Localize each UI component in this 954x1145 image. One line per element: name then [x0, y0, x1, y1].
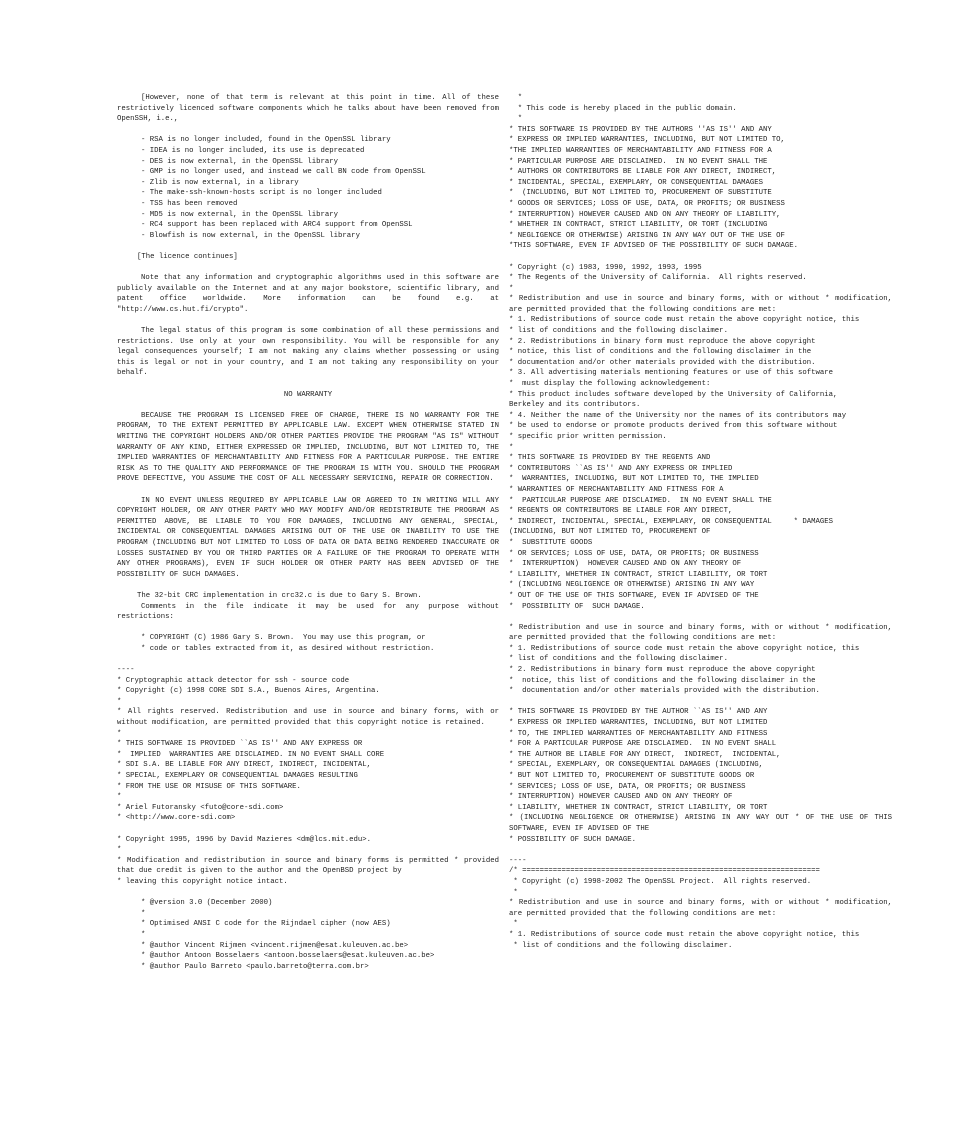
- code-line: * <http://www.core-sdi.com>: [117, 814, 236, 823]
- code-line: * FOR A PARTICULAR PURPOSE ARE DISCLAIMED. IN NO EVENT SHALL: [509, 740, 777, 749]
- code-line: * Optimised ANSI C code for the Rijndael cipher (now AES): [141, 920, 391, 929]
- intro-paragraph: [However, none of that term is relevant at this point in time. All of these restrictively licenced software components which he talks about have been removed from OpenSSH, i.e.,: [117, 94, 499, 124]
- code-line: * SPECIAL, EXEMPLARY, OR CONSEQUENTIAL DAMAGES (INCLUDING,: [509, 761, 763, 770]
- code-line: *: [509, 115, 523, 124]
- code-line: *: [509, 443, 514, 452]
- code-line: * FROM THE USE OR MISUSE OF THIS SOFTWARE.: [117, 782, 301, 791]
- code-line: * Copyright 1995, 1996 by David Mazieres <dm@lcs.mit.edu>.: [117, 835, 371, 844]
- list-item: - RC4 support has been replaced with ARC4 support from OpenSSL: [141, 221, 413, 230]
- code-line: * IMPLIED WARRANTIES ARE DISCLAIMED. IN NO EVENT SHALL CORE: [117, 750, 385, 759]
- code-line: * BUT NOT LIMITED TO, PROCUREMENT OF SUBSTITUTE GOODS OR: [509, 772, 755, 780]
- code-line: * WHETHER IN CONTRACT, STRICT LIABILITY, OR TORT (INCLUDING: [509, 221, 768, 230]
- list-item: - DES is now external, in the OpenSSL library: [141, 157, 339, 166]
- code-line: * SUBSTITUTE GOODS: [509, 538, 593, 547]
- code-line: * (INCLUDING NEGLIGENCE OR OTHERWISE) ARISING IN ANY WAY: [509, 581, 755, 590]
- rijndael-block: [117, 898, 499, 972]
- code-line: * OR SERVICES; LOSS OF USE, DATA, OR PROFITS; OR BUSINESS: [509, 549, 759, 558]
- removed-components-list: [117, 135, 499, 241]
- code-line: * INTERRUPTION) HOWEVER CAUSED AND ON ANY THEORY OF LIABILITY,: [509, 210, 781, 219]
- code-line: * 3. All advertising materials mentioning features or use of this software: [509, 369, 834, 378]
- code-line: * INDIRECT, INCIDENTAL, SPECIAL, EXEMPLARY, OR CONSEQUENTIAL * DAMAGES: [509, 517, 834, 526]
- code-line: *: [509, 920, 518, 929]
- code-line: *: [117, 729, 122, 738]
- code-line: * LIABILITY, WHETHER IN CONTRACT, STRICT LIABILITY, OR TORT: [509, 570, 768, 579]
- code-line: * list of conditions and the following disclaimer.: [509, 941, 733, 950]
- code-line: * Ariel Futoransky <futo@core-sdi.com>: [117, 803, 284, 812]
- mazieres-block: [117, 835, 499, 888]
- code-line: *: [141, 930, 146, 939]
- code-paragraph: * Modification and redistribution in source and binary forms is permitted * provided that due credit is given to the author and the OpenBSD project by: [117, 856, 499, 876]
- code-line: *THE IMPLIED WARRANTIES OF MERCHANTABILITY AND FITNESS FOR A: [509, 146, 772, 155]
- code-line: * PARTICULAR PURPOSE ARE DISCLAIMED. IN NO EVENT SHALL THE: [509, 496, 772, 505]
- list-item: - IDEA is no longer included, its use is deprecated: [141, 146, 365, 155]
- left-column: [117, 93, 499, 983]
- code-paragraph: * 1. Redistributions of source code must retain the above copyright notice, this: [509, 316, 860, 325]
- code-line: * INTERRUPTION) HOWEVER CAUSED AND ON ANY THEORY OF: [509, 560, 742, 569]
- code-paragraph: * (INCLUDING NEGLIGENCE OR OTHERWISE) ARISING IN ANY WAY OUT * OF THE USE OF THIS SOFTWARE, EVEN IF ADVISED OF THE: [509, 814, 892, 833]
- code-line: * EXPRESS OR IMPLIED WARRANTIES, INCLUDING, BUT NOT LIMITED: [509, 719, 768, 728]
- code-line: * SPECIAL, EXEMPLARY OR CONSEQUENTIAL DAMAGES RESULTING: [117, 772, 358, 780]
- code-line: *: [117, 793, 122, 802]
- code-line: * Cryptographic attack detector for ssh - source code: [117, 676, 350, 685]
- code-line: * TO, THE IMPLIED WARRANTIES OF MERCHANTABILITY AND FITNESS: [509, 729, 768, 738]
- code-line: * Copyright (c) 1998 CORE SDI S.A., Buenos Aires, Argentina.: [117, 687, 380, 696]
- code-line: * SDI S.A. BE LIABLE FOR ANY DIRECT, INDIRECT, INCIDENTAL,: [117, 761, 371, 770]
- code-paragraph: * This product includes software developed by the University of California,: [509, 390, 838, 399]
- code-paragraph: * 1. Redistributions of source code must retain the above copyright notice, this: [509, 644, 860, 653]
- code-line: * POSSIBILITY OF SUCH DAMAGE.: [509, 602, 645, 611]
- code-line: * THIS SOFTWARE IS PROVIDED BY THE AUTHORS ''AS IS'' AND ANY: [509, 125, 772, 134]
- code-line: * THIS SOFTWARE IS PROVIDED BY THE AUTHOR ``AS IS'' AND ANY: [509, 708, 768, 717]
- liability-paragraph: IN NO EVENT UNLESS REQUIRED BY APPLICABLE LAW OR AGREED TO IN WRITING WILL ANY COPYRIGHT HOLDER, OR ANY OTHER PARTY WHO MAY MODIFY AND/OR REDISTRIBUTE THE PROGRAM AS PERMITTED ABOVE, BE LIABLE TO YOU FOR DAMAGES, INCLUDING ANY GENERAL, SPECIAL, INCIDENTAL OR CONSEQUENTIAL DAMAGES ARISING OUT OF THE USE OR INABILITY TO USE THE PROGRAM (INCLUDING BUT NOT LIMITED TO LOSS OF DATA OR DATA BEING RENDERED INACCURATE OR LOSSES SUSTAINED BY YOU OR THIRD PARTIES OR A FAILURE OF THE PROGRAM TO OPERATE WITH ANY OTHER PROGRAMS), EVEN IF SUCH HOLDER OR OTHER PARTY HAS BEEN ADVISED OF THE POSSIBILITY OF SUCH DAMAGES.: [117, 496, 499, 579]
- code-line: (INCLUDING, BUT NOT LIMITED TO, PROCUREMENT OF: [509, 528, 711, 537]
- code-line: *THIS SOFTWARE, EVEN IF ADVISED OF THE POSSIBILITY OF SUCH DAMAGE.: [509, 242, 799, 251]
- code-line: * POSSIBILITY OF SUCH DAMAGE.: [509, 835, 636, 844]
- code-line: * COPYRIGHT (C) 1986 Gary S. Brown. You may use this program, or: [141, 634, 426, 643]
- code-line: * THIS SOFTWARE IS PROVIDED BY THE REGENTS AND: [509, 454, 711, 463]
- crc-copyright: [117, 633, 499, 654]
- list-item: - TSS has been removed: [141, 199, 238, 208]
- list-item: - The make-ssh-known-hosts script is no longer included: [141, 189, 382, 198]
- code-line: * notice, this list of conditions and the following disclaimer in the: [509, 348, 812, 357]
- list-item: - RSA is no longer included, found in the OpenSSL library: [141, 136, 391, 145]
- code-line: /* ====================================================================: [509, 867, 820, 876]
- legal-status-paragraph: The legal status of this program is some combination of all these permissions and restrictions. Use only at your own responsibility. You will be responsible for any legal consequences yourself; I am not making any claims whether possessing or using this is legal or not in your country, and I am not taking any responsibility on your behalf.: [117, 327, 499, 378]
- public-domain-block: [509, 93, 892, 252]
- code-paragraph: * Redistribution and use in source and binary forms, with or without * modification, are permitted provided that the following conditions are met:: [509, 899, 892, 918]
- code-line: * 2. Redistributions in binary form must reproduce the above copyright: [509, 666, 816, 675]
- code-line: * NEGLIGENCE OR OTHERWISE) ARISING IN ANY WAY OUT OF THE USE OF: [509, 231, 785, 240]
- code-line: * Copyright (c) 1998-2002 The OpenSSL Project. All rights reserved.: [509, 877, 812, 886]
- code-line: * leaving this copyright notice intact.: [117, 877, 288, 886]
- code-line: * THE AUTHOR BE LIABLE FOR ANY DIRECT, INDIRECT, INCIDENTAL,: [509, 750, 781, 759]
- code-line: * notice, this list of conditions and the following disclaimer in the: [509, 676, 816, 685]
- code-line: * SERVICES; LOSS OF USE, DATA, OR PROFITS; OR BUSINESS: [509, 782, 746, 791]
- code-line: * INCIDENTAL, SPECIAL, EXEMPLARY, OR CONSEQUENTIAL DAMAGES: [509, 178, 763, 187]
- code-line: * @author Antoon Bosselaers <antoon.bosselaers@esat.kuleuven.ac.be>: [141, 952, 435, 961]
- no-warranty-heading: NO WARRANTY: [283, 390, 333, 399]
- right-column: [509, 93, 892, 962]
- crc-line: The 32-bit CRC implementation in crc32.c is due to Gary S. Brown.: [137, 591, 422, 600]
- code-line: * AUTHORS OR CONTRIBUTORS BE LIABLE FOR ANY DIRECT, INDIRECT,: [509, 168, 777, 177]
- code-line: *: [117, 846, 122, 855]
- code-paragraph: * 1. Redistributions of source code must retain the above copyright notice, this: [509, 930, 860, 939]
- code-line: *: [141, 909, 146, 918]
- code-line: * @author Vincent Rijmen <vincent.rijmen@esat.kuleuven.ac.be>: [141, 941, 409, 950]
- code-paragraph: * Redistribution and use in source and binary forms, with or without * modification, are permitted provided that the following conditions are met:: [509, 295, 892, 314]
- code-line: * EXPRESS OR IMPLIED WARRANTIES, INCLUDING, BUT NOT LIMITED TO,: [509, 136, 785, 145]
- list-item: - Zlib is now external, in a library: [141, 178, 299, 187]
- code-line: * (INCLUDING, BUT NOT LIMITED TO, PROCUREMENT OF SUBSTITUTE: [509, 189, 772, 198]
- code-line: * be used to endorse or promote products derived from this software without: [509, 422, 838, 431]
- code-line: * REGENTS OR CONTRIBUTORS BE LIABLE FOR ANY DIRECT,: [509, 507, 733, 516]
- code-line: * specific prior written permission.: [509, 433, 667, 441]
- code-line: * PARTICULAR PURPOSE ARE DISCLAIMED. IN NO EVENT SHALL THE: [509, 157, 768, 166]
- crc-paragraph: Comments in the file indicate it may be used for any purpose without restrictions:: [117, 602, 499, 622]
- code-line: * 2. Redistributions in binary form must reproduce the above copyright: [509, 337, 816, 346]
- code-line: * INTERRUPTION) HOWEVER CAUSED AND ON ANY THEORY OF: [509, 793, 733, 802]
- code-paragraph: * All rights reserved. Redistribution and use in source and binary forms, with or without modification, are permitted provided that this copyright notice is retained.: [117, 708, 499, 728]
- separator: ----: [509, 856, 527, 865]
- code-line: * documentation and/or other materials provided with the distribution.: [509, 358, 816, 367]
- code-line: * WARRANTIES OF MERCHANTABILITY AND FITNESS FOR A: [509, 485, 724, 494]
- code-line: * must display the following acknowledgement:: [509, 380, 711, 389]
- code-line: * THIS SOFTWARE IS PROVIDED ``AS IS'' AND ANY EXPRESS OR: [117, 740, 363, 749]
- code-line: * LIABILITY, WHETHER IN CONTRACT, STRICT LIABILITY, OR TORT: [509, 803, 768, 812]
- code-line: * OUT OF THE USE OF THIS SOFTWARE, EVEN IF ADVISED OF THE: [509, 591, 759, 600]
- warranty-paragraph: BECAUSE THE PROGRAM IS LICENSED FREE OF CHARGE, THERE IS NO WARRANTY FOR THE PROGRAM, TO THE EXTENT PERMITTED BY APPLICABLE LAW. EXCEPT WHEN OTHERWISE STATED IN WRITING THE COPYRIGHT HOLDERS AND/OR OTHER PARTIES PROVIDE THE PROGRAM "AS IS" WITHOUT WARRANTY OF ANY KIND, EITHER EXPRESSED OR IMPLIED, INCLUDING, BUT NOT LIMITED TO, THE IMPLIED WARRANTIES OF MERCHANTABILITY AND FITNESS FOR A PARTICULAR PURPOSE. THE ENTIRE RISK AS TO THE QUALITY AND PERFORMANCE OF THE PROGRAM IS WITH YOU. SHOULD THE PROGRAM PROVE DEFECTIVE, YOU ASSUME THE COST OF ALL NECESSARY SERVICING, REPAIR OR CORRECTION.: [117, 411, 499, 484]
- code-line: *: [509, 94, 523, 102]
- code-line: * GOODS OR SERVICES; LOSS OF USE, DATA, OR PROFITS; OR BUSINESS: [509, 199, 785, 208]
- author-disclaimer-block: [509, 707, 892, 845]
- list-item: - Blowfish is now external, in the OpenSSL library: [141, 231, 360, 240]
- code-line: * Copyright (c) 1983, 1990, 1992, 1993, 1995: [509, 263, 702, 272]
- code-line: * documentation and/or other materials provided with the distribution.: [509, 687, 820, 696]
- code-paragraph: * Redistribution and use in source and binary forms, with or without * modification, are permitted provided that the following conditions are met:: [509, 623, 892, 643]
- code-line: * list of conditions and the following disclaimer.: [509, 655, 728, 664]
- code-line: * code or tables extracted from it, as desired without restriction.: [141, 644, 435, 653]
- licence-continues-note: [The licence continues]: [137, 252, 238, 261]
- berkeley-license-block: [509, 263, 892, 613]
- code-line: * The Regents of the University of California. All rights reserved.: [509, 274, 807, 283]
- list-item: - MD5 is now external, in the OpenSSL library: [141, 210, 339, 219]
- code-line: Berkeley and its contributors.: [509, 401, 641, 410]
- list-item: - GMP is no longer used, and instead we call BN code from OpenSSL: [141, 168, 426, 177]
- code-line: * @version 3.0 (December 2000): [141, 899, 273, 908]
- code-line: * WARRANTIES, INCLUDING, BUT NOT LIMITED TO, THE IMPLIED: [509, 475, 759, 484]
- code-line: * @author Paulo Barreto <paulo.barreto@terra.com.br>: [141, 962, 369, 971]
- code-line: * CONTRIBUTORS ``AS IS'' AND ANY EXPRESS OR IMPLIED: [509, 464, 733, 473]
- code-line: * This code is hereby placed in the public domain.: [509, 104, 737, 113]
- ssh-attack-detector-block: [117, 665, 499, 824]
- openssl-block: [509, 856, 892, 951]
- note-paragraph: Note that any information and cryptographic algorithms used in this software are publicly available on the Internet and at any major bookstore, scientific library, and patent office worldwide. More information can be found e.g. at "http://www.cs.hut.fi/crypto".: [117, 274, 499, 314]
- code-line: *: [117, 697, 122, 706]
- code-paragraph: * 4. Neither the name of the University nor the names of its contributors may: [509, 411, 847, 420]
- code-line: *: [509, 284, 514, 293]
- code-line: *: [509, 888, 518, 897]
- code-line: * list of conditions and the following disclaimer.: [509, 327, 728, 336]
- second-license-block: [509, 623, 892, 697]
- separator: ----: [117, 666, 135, 675]
